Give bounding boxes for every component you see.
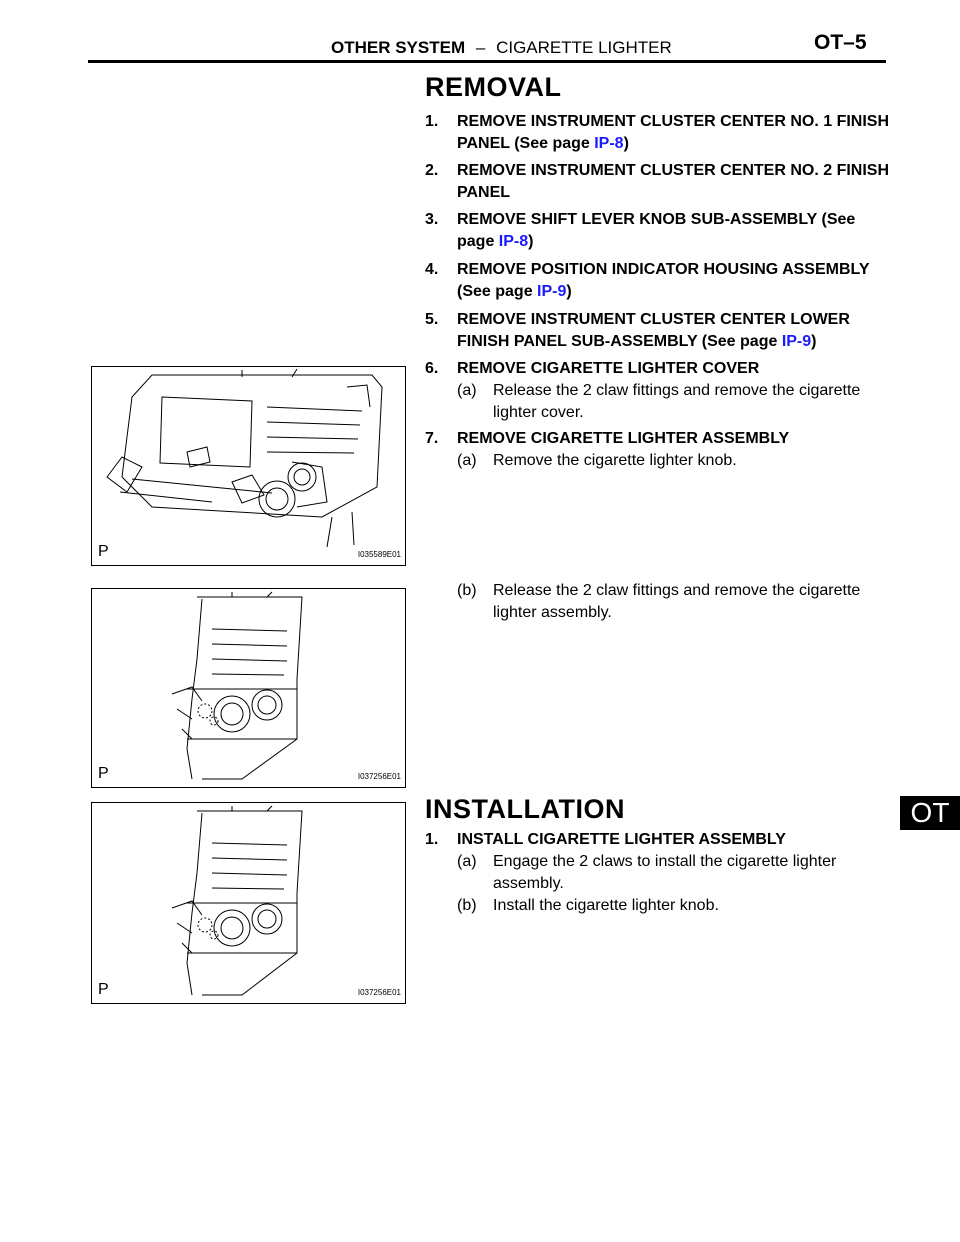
removal-step-3: 3. REMOVE SHIFT LEVER KNOB SUB-ASSEMBLY (See page IP-8) xyxy=(425,211,856,250)
installation-substep-1a: (a) Engage the 2 claws to install the cigarette lighter assembly. xyxy=(457,853,837,892)
figure-label: P xyxy=(98,765,109,782)
removal-substep-7a: (a) Remove the cigarette lighter knob. xyxy=(457,452,737,469)
figure-assembly-removal xyxy=(91,588,406,788)
header-separator: – xyxy=(475,38,486,57)
removal-step-4: 4. REMOVE POSITION INDICATOR HOUSING ASSEMBLY (See page IP-9) xyxy=(425,261,870,300)
header-system: OTHER SYSTEM xyxy=(331,38,466,57)
removal-step-7: 7. REMOVE CIGARETTE LIGHTER ASSEMBLY xyxy=(425,430,790,447)
link-ip-8[interactable]: IP-8 xyxy=(594,135,624,152)
section-tab: OT xyxy=(900,796,960,830)
figure-label: P xyxy=(98,543,109,560)
figure-code: I035589E01 xyxy=(357,550,401,559)
link-ip-9[interactable]: IP-9 xyxy=(537,283,567,300)
lighter-illustration xyxy=(92,803,405,1003)
removal-step-6: 6. REMOVE CIGARETTE LIGHTER COVER xyxy=(425,360,760,377)
figure-code: I037256E01 xyxy=(357,988,401,997)
panel-illustration xyxy=(92,367,405,565)
removal-substep-6a: (a) Release the 2 claw fittings and remove the cigarette lighter cover. xyxy=(457,382,861,421)
header-rule xyxy=(88,60,886,63)
removal-step-5: 5. REMOVE INSTRUMENT CLUSTER CENTER LOWER FINISH PANEL SUB-ASSEMBLY (See page IP-9) xyxy=(425,311,850,350)
installation-heading: INSTALLATION xyxy=(425,794,625,824)
removal-step-1: 1. REMOVE INSTRUMENT CLUSTER CENTER NO. 1 FINISH PANEL (See page IP-8) xyxy=(425,113,890,152)
removal-substep-7b: (b) Release the 2 claw fittings and remove the cigarette lighter assembly. xyxy=(457,582,861,621)
figure-label: P xyxy=(98,981,109,998)
figure-code: I037256E01 xyxy=(357,772,401,781)
figure-assembly-installation xyxy=(91,802,406,1004)
removal-heading: REMOVAL xyxy=(425,72,562,102)
installation-substep-1b: (b) Install the cigarette lighter knob. xyxy=(457,897,719,914)
lighter-illustration xyxy=(92,589,405,787)
removal-step-2: 2. REMOVE INSTRUMENT CLUSTER CENTER NO. 2 FINISH PANEL xyxy=(425,162,890,201)
page-header xyxy=(0,0,960,64)
installation-step-1: 1. INSTALL CIGARETTE LIGHTER ASSEMBLY xyxy=(425,831,786,848)
link-ip-8[interactable]: IP-8 xyxy=(498,233,529,250)
page-number: OT–5 xyxy=(814,31,867,54)
header-title xyxy=(331,38,672,58)
figure-cover-removal xyxy=(91,366,406,566)
header-section: CIGARETTE LIGHTER xyxy=(496,38,672,57)
link-ip-9[interactable]: IP-9 xyxy=(781,333,812,350)
